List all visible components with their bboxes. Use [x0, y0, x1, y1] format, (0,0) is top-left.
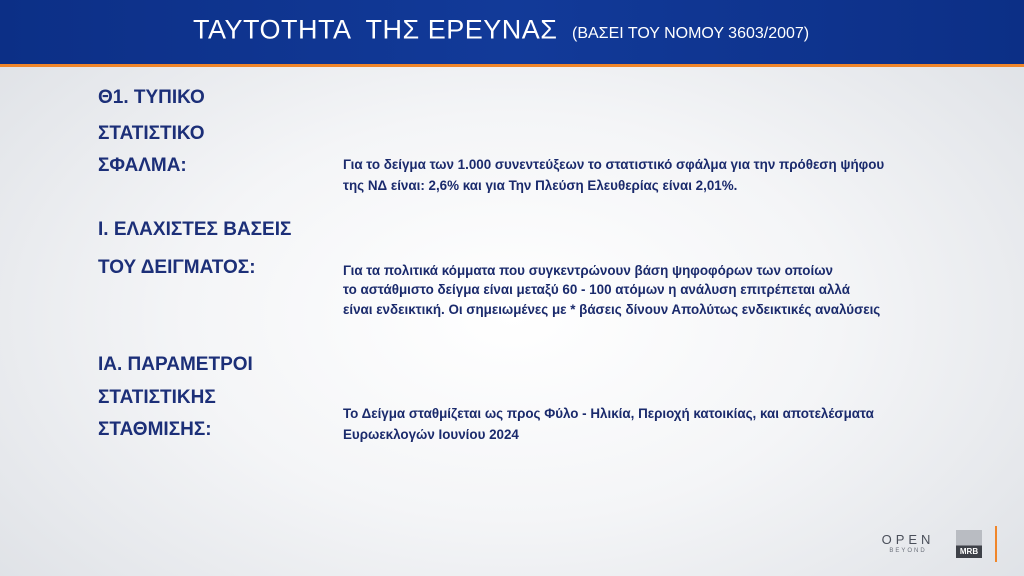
open-logo-tagline: BEYOND	[889, 548, 927, 554]
section-1-description-line-1: Για το δείγμα των 1.000 συνεντεύξεων το στατιστικό σφάλμα για την πρόθεση ψήφου	[343, 157, 885, 172]
page-subtitle: (ΒΑΣΕΙ ΤΟΥ ΝΟΜΟΥ 3603/2007)	[572, 25, 810, 42]
section-1-label-line-3: ΣΦΑΛΜΑ:	[98, 155, 187, 176]
section-2-label-line-2: ΤΟΥ ΔΕΙΓΜΑΤΟΣ:	[98, 257, 256, 278]
section-1-description-line-2: της ΝΔ είναι: 2,6% και για Την Πλεύση Ελευθερίας είναι 2,01%.	[343, 178, 738, 193]
section-1-label-line-1: Θ1. ΤΥΠΙΚΟ	[98, 87, 205, 108]
section-2-description-line-2: το αστάθμιστο δείγμα είναι μεταξύ 60 - 100 ατόμων η ανάλυση επιτρέπεται αλλά	[343, 282, 850, 297]
section-3-description-line-2: Ευρωεκλογών Ιουνίου 2024	[343, 427, 519, 442]
section-3-label-line-1: ΙΑ. ΠΑΡΑΜΕΤΡΟΙ	[98, 354, 253, 375]
mrb-logo-text: MRB	[959, 547, 979, 556]
header-accent-stripe	[0, 64, 1024, 67]
page-title: ΤΑΥΤΟΤΗΤΑ ΤΗΣ ΕΡΕΥΝΑΣ	[193, 14, 558, 45]
open-beyond-logo	[876, 533, 940, 555]
section-2-label-line-1: Ι. ΕΛΑΧΙΣΤΕΣ ΒΑΣΕΙΣ	[98, 219, 292, 240]
mrb-logo	[956, 530, 982, 558]
section-2-description-line-1: Για τα πολιτικά κόμματα που συγκεντρώνουν βάση ψηφοφόρων των οποίων	[343, 263, 833, 278]
section-1-label-line-2: ΣΤΑΤΙΣΤΙΚΟ	[98, 123, 205, 144]
logo-accent-bar	[995, 526, 997, 562]
section-2-description-line-3: είναι ενδεικτική. Οι σημειωμένες με * βάσεις δίνουν Απολύτως ενδεικτικές αναλύσεις	[343, 302, 881, 317]
section-3-label-line-2: ΣΤΑΤΙΣΤΙΚΗΣ	[98, 387, 216, 408]
section-3-label-line-3: ΣΤΑΘΜΙΣΗΣ:	[98, 419, 212, 440]
open-logo-wordmark: OPEN	[881, 532, 935, 547]
section-3-description-line-1: Το Δείγμα σταθμίζεται ως προς Φύλο - Ηλικία, Περιοχή κατοικίας, και αποτελέσματα	[343, 406, 874, 421]
